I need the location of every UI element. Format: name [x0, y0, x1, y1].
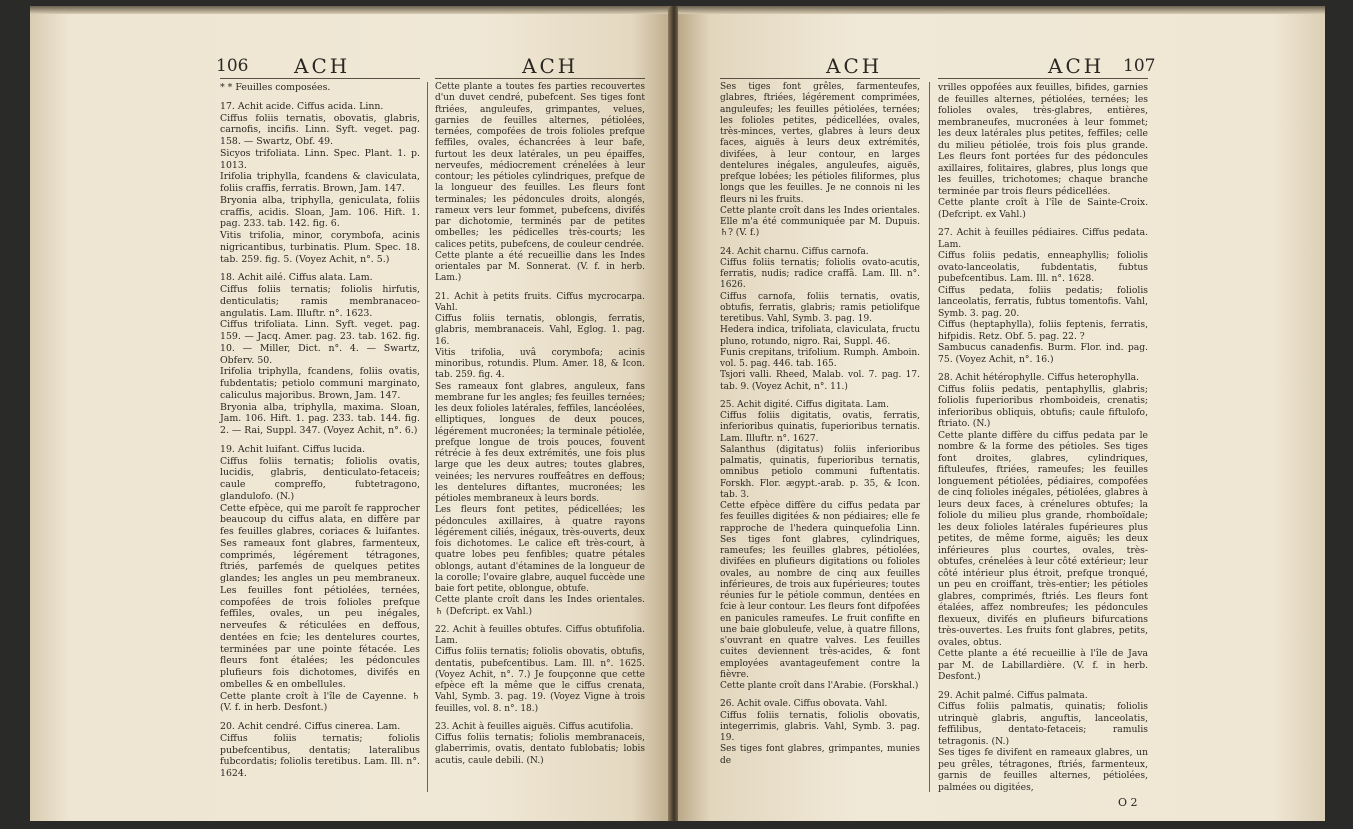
column-rule: [427, 82, 428, 792]
paragraph: Ciffus pedata, foliis pedatis; foliolis lanceolatis, ferratis, fubtus tomentofis. Vahl, Symb. 3. pag. 20.: [938, 284, 1148, 319]
paragraph: Ciffus foliis ternatis, foliolis obovatis, integerrimis, glabris. Vahl, Symb. 3. pag. 19.: [720, 710, 920, 743]
paragraph: Salanthus (digitatus) foliis inferioribus palmatis, quinatis, fuperioribus ternatis, omnibus petiolo communi fuftentatis. Forskh. Flor. ægypt.-arab. p. 35, & Icon. tab. 3.: [720, 444, 920, 500]
paragraph: Ciffus foliis ternatis; foliolis membranaceis, glaberrimis, ovatis, dentato fublobatis; lobis acutis, caule debili. (N.): [435, 733, 645, 766]
right-column-1: [720, 82, 920, 767]
paragraph: Cette plante a toutes fes parties recouvertes d'un duvet cendré, pubefcent. Ses tiges font ftriées, anguleufes, grimpantes, velues, garnies de feuilles alternes, pétiolées, ternées, compofées de trois folioles prefque feffiles, ovales, échancrées à leur bafe, furtout les deux latérales, un peu épaiffes, nerveufes, médiocrement crénelées à leur contour; les pétioles cylindriques, prefque de la longueur des feuilles. Les fleurs font terminales; les pédoncules droits, alongés, rameux vers leur fommet, pubefcens, divifés par dichotomie, terminés par de petites ombelles; les pédicelles très-courts; les calices petits, pubefcens, de couleur cendrée.: [435, 82, 645, 250]
paragraph: Ciffus foliis digitatis, ovatis, ferratis, inferioribus quinatis, fuperioribus ternatis. Lam. Illuftr. n°. 1627.: [720, 411, 920, 444]
paragraph: Les fleurs font petites, pédicellées; les pédoncules axillaires, à quatre rayons légérement ciliés, inégaux, très-ouverts, deux fois dichotomes. Le calice eft très-court, à quatre lobes peu fenfibles; quatre pétales oblongs, autant d'étamines de la longueur de la corolle; l'ovaire glabre, auquel fuccède une baie fort petite, oblongue, obtufe.: [435, 505, 645, 594]
left-column-2: [435, 82, 645, 767]
paragraph: Cette plante a été recueillie dans les Indes orientales par M. Sonnerat. (V. f. in herb. Lam.): [435, 250, 645, 284]
paragraph: 26. Achit ovale. Ciffus obovata. Vahl.: [720, 699, 888, 710]
head-rule: [720, 78, 920, 79]
running-head-center-left: ACH: [522, 54, 579, 78]
right-column-2: [938, 82, 1148, 793]
paragraph: Cette efpèce diffère du ciffus pedata par fes feuilles digitées & non pédiaires; elle fe rapproche de l'hedera quinquefolia Linn. Ses tiges font glabres, cylindriques, rameufes; les feuilles glabres, pétiolées, divifées en plufieurs digitations ou folioles ovales, au nombre de cinq aux feuilles inférieures, de trois aux fupérieures; toutes réunies fur le pétiole commun, dentées en fcie à leur contour. Les fleurs font difpofées en panicules rameufes. Le fruit confifte en une baie globuleufe, velue, à quatre fillons, s'ouvrant en quatre valves. Les feuilles cuites deviennent très-acides, & font employées avantageufement contre la fièvre.: [720, 501, 920, 680]
paragraph: Funis crepitans, trifolium. Rumph. Amboin. vol. 5. pag. 446. tab. 165.: [720, 347, 920, 369]
paragraph: Vitis trifolia, uvâ corymbofa; acinis minoribus, rotundis. Plum. Amer. 18, & Icon. tab. 259. fig. 4.: [435, 347, 645, 381]
paragraph: Ses tiges font glabres, grimpantes, munies de: [720, 744, 920, 766]
paragraph: Ciffus carnofa, foliis ternatis, ovatis, obtufis, ferratis, glabris; ramis petiolifque teretibus. Vahl, Symb. 3. pag. 19.: [720, 291, 920, 324]
paragraph: Cette plante a été recueillie à l'île de Java par M. de Labillardière. (V. f. in herb. Desfont.): [938, 648, 1148, 682]
paragraph: Ciffus foliis ternatis; foliolis obovatis, obtufis, dentatis, pubefcentibus. Lam. Ill. n°. 1625. (Voyez Achit, n°. 7.) Je foupçonne que cette efpèce eft la même que le ciffus crenata, Vahl, Symb. 3. pag. 19. (Voyez Vigne à trois feuilles, vol. 8. n°. 18.): [435, 647, 645, 714]
paragraph: 17. Achit acide. Ciffus acida. Linn.: [220, 100, 384, 112]
paragraph: 22. Achit à feuilles obtufes. Ciffus obtufifolia. Lam.: [435, 624, 645, 646]
paragraph: 28. Achit hétérophylle. Ciffus heterophylla.: [938, 372, 1140, 383]
paragraph: Ciffus foliis ternatis, oblongis, ferratis, glabris, membranaceis. Vahl, Eglog. 1. pag. 16.: [435, 314, 645, 347]
head-rule: [938, 78, 1148, 79]
left-page: [30, 6, 670, 821]
signature-mark: O 2: [1118, 796, 1138, 809]
paragraph: Ses tiges fe divifent en rameaux glabres, un peu grêles, tétragones, ftriés, farmenteux, garnis de feuilles alternes, pétiolées, palmées ou digitées,: [938, 747, 1148, 793]
head-rule: [220, 78, 420, 79]
running-head-center-right: ACH: [826, 54, 883, 78]
page-number-left: 106: [216, 56, 249, 76]
running-head-left: ACH: [294, 54, 351, 78]
paragraph: Bryonia alba, triphylla, maxima. Sloan, Jam. 106. Hift. 1. pag. 233. tab. 144. fig. 2. — Rai, Suppl. 347. (Voyez Achit, n°. 6.): [220, 401, 420, 436]
paragraph: Ciffus foliis ternatis; foliolis ovatis, lucidis, glabris, denticulato-fetaceis; caule compreffo, fubtetragono, glandulofo. (N.): [220, 455, 420, 502]
page-number-right: 107: [1123, 56, 1156, 76]
paragraph: 29. Achit palmé. Ciffus palmata.: [938, 689, 1088, 701]
paragraph: Ses tiges font grêles, farmenteufes, glabres, ftriées, légérement comprimées, anguleufes; les feuilles pétiolées, ternées; les folioles petites, pédicellées, ovales, très-minces, vertes, glabres à leurs deux faces, aiguës à leurs deux extrémités, divifées, à leur contour, en larges dentelures inégales, anguleufes, aiguës, prefque lobées; les pétioles filiformes, plus longs que les feuilles. Je ne connois ni les fleurs ni les fruits.: [720, 82, 920, 205]
paragraph: Ciffus foliis ternatis; foliolis pubefcentibus, dentatis; lateralibus fubcordatis; foliolis teretibus. Lam. Ill. n°. 1624.: [220, 732, 420, 779]
paragraph: 21. Achit à petits fruits. Ciffus mycrocarpa. Vahl.: [435, 291, 645, 313]
paragraph: vrilles oppofées aux feuilles, bifides, garnies de feuilles alternes, pétiolées, ternées; les folioles ovales, très-glabres, entières, membraneufes, mucronées à leur fommet; les deux latérales plus petites, feffiles; celle du milieu pétiolée, trois fois plus grande. Les fleurs font portées fur des pédoncules axillaires, folitaires, glabres, plus longs que les feuilles, trichotomes; chaque branche terminée par trois fleurs pédicellées.: [938, 82, 1148, 197]
right-page: [678, 6, 1325, 821]
left-column-1: [220, 82, 420, 780]
paragraph: Ciffus foliis ternatis; foliolis hirfutis, denticulatis; ramis membranaceo-angulatis. Lam. Illuftr. n°. 1623.: [220, 284, 420, 319]
paragraph: Irifolia triphylla, fcandens & claviculata, foliis craffis, ferratis. Brown, Jam. 147.: [220, 171, 420, 194]
paragraph: 25. Achit digité. Ciffus digitata. Lam.: [720, 399, 889, 410]
paragraph: Cette plante croît dans l'Arabie. (Forskhal.): [720, 681, 919, 691]
paragraph: Cette plante diffère du ciffus pedata par le nombre & la forme des pétioles. Ses tiges font droites, glabres, cylindriques, fiftuleufes, ftriées, rameufes; les feuilles longuement pétiolées, pédiaires, compofées de cinq folioles inégales, pétiolées, glabres à leurs deux faces, à crénelures obtufes; la foliole du milieu plus grande, rhomboïdale; les deux folioles latérales fupérieures plus petites, de même forme, aiguës; les deux inférieures plus courtes, ovales, très-obtufes, crénelées à leur côté extérieur; leur côté intérieur plus étroit, prefque tronqué, un peu en croiffant, très-entier; les pétioles glabres, comprimés, ftriés. Les fleurs font étalées, affez nombreufes; les pédoncules flexueux, divifés en plufieurs bifurcations très-ouvertes. Les fruits font glabres, petits, ovales, obtus.: [938, 429, 1148, 648]
paragraph: Cette plante croît dans les Indes orientales. Elle m'a été communiquée par M. Dupuis. ♄? (V. f.): [720, 205, 920, 239]
paragraph: Bryonia alba, triphylla, geniculata, foliis craffis, acidis. Sloan, Jam. 106. Hift. 1. pag. 233. tab. 142. fig. 6.: [220, 194, 420, 230]
page-edge: [678, 6, 1325, 14]
paragraph: Ciffus foliis ternatis; foliolis ovato-acutis, ferratis, nudis; radice craffâ. Lam. Ill. n°. 1626.: [720, 257, 920, 291]
paragraph: Irifolia triphylla, fcandens, foliis ovatis, fubdentatis; petiolo communi marginato, caliculus majoribus. Brown, Jam. 147.: [220, 366, 420, 401]
paragraph: 27. Achit à feuilles pédiaires. Ciffus pedata. Lam.: [938, 227, 1148, 250]
paragraph: Ses rameaux font glabres, anguleux, fans membrane fur les angles; fes feuilles ternées; les deux folioles latérales, feffiles, lancéolées, elliptiques, longues de deux pouces, légérement mucronées; la terminale pétiolée, prefque longue de trois pouces, fouvent rétrécie à fes deux extrémités, une fois plus large que les deux autres; toutes glabres, veinées; les nervures rouffeâtres en deffous; les dentelures diftantes, mucronées; les pétioles membraneux à leurs bords.: [435, 381, 645, 504]
paragraph: Ciffus foliis pedatis, enneaphyllis; foliolis ovato-lanceolatis, fubdentatis, fubtus pubefcentibus. Lam. Ill. n°. 1628.: [938, 250, 1148, 284]
column-rule: [929, 82, 930, 792]
paragraph: 18. Achit ailé. Ciffus alata. Lam.: [220, 272, 373, 284]
paragraph: Cette plante croît à l'île de Sainte-Croix. (Defcript. ex Vahl.): [938, 197, 1148, 220]
paragraph: Sambucus canadenfis. Burm. Flor. ind. pag. 75. (Voyez Achit, n°. 16.): [938, 342, 1148, 365]
paragraph: Sicyos trifoliata. Linn. Spec. Plant. 1. p. 1013.: [220, 147, 420, 171]
paragraph: Ciffus (heptaphylla), foliis feptenis, ferratis, hifpidis. Retz. Obf. 5. pag. 22. ?: [938, 319, 1148, 342]
paragraph: 19. Achit luifant. Ciffus lucida.: [220, 443, 366, 455]
paragraph: Vitis trifolia, minor, corymbofa, acinis nigricantibus, turbinatis. Plum. Spec. 18. tab. 259. fig. 5. (Voyez Achit, n°. 5.): [220, 230, 420, 265]
paragraph: 20. Achit cendré. Ciffus cinerea. Lam.: [220, 721, 401, 732]
head-rule: [435, 78, 645, 79]
paragraph: 24. Achit charnu. Ciffus carnofa.: [720, 246, 869, 257]
page-edge: [30, 6, 670, 14]
paragraph: Cette plante croît à l'île de Cayenne. ♄ (V. f. in herb. Desfont.): [220, 690, 420, 714]
paragraph: 23. Achit à feuilles aiguës. Ciffus acutifolia.: [435, 721, 634, 732]
running-head-right: ACH: [1048, 54, 1105, 78]
paragraph: Tsjori valli. Rheed, Malab. vol. 7. pag. 17. tab. 9. (Voyez Achit, n°. 11.): [720, 370, 920, 392]
open-book: [30, 6, 1325, 821]
paragraph: Ciffus foliis ternatis, obovatis, glabris, carnofis, incifis. Linn. Syft. veget. pag. 158. — Swartz, Obf. 49.: [220, 112, 420, 147]
paragraph: Cette plante croît dans les Indes orientales. ♄ (Defcript. ex Vahl.): [435, 595, 645, 617]
paragraph: Cette efpèce, qui me paroît fe rapprocher beaucoup du ciffus alata, en diffère par fes feuilles glabres, coriaces & luifantes. Ses rameaux font glabres, farmenteux, comprimés, légérement tétragones, ftriés, parfemés de quelques petites glandes; les angles un peu membraneux. Les feuilles font pétiolées, ternées, compofées de trois folioles prefque feffiles, ovales, un peu inégales, nerveufes & réticulées en deffous, dentées en fcie; les dentelures courtes, terminées par une pointe fétacée. Les fleurs font étalées; les pédoncules plufieurs fois dichotomes, divifés en ombelles & en ombellules.: [220, 502, 420, 690]
paragraph: Hedera indica, trifoliata, claviculata, fructu pluno, rotundo, nigro. Rai, Suppl. 46.: [720, 325, 920, 347]
paragraph: Ciffus trifoliata. Linn. Syft. veget. pag. 159. — Jacq. Amer. pag. 23. tab. 162. fig. 10. — Miller, Dict. n°. 4. — Swartz, Obferv. 50.: [220, 319, 420, 366]
paragraph: Ciffus foliis pedatis, pentaphyllis, glabris; foliolis fuperioribus rhomboideis, crenatis; inferioribus obliquis, obtufis; caule fiftulofo, ftriato. (N.): [938, 383, 1148, 429]
paragraph: * * Feuilles composées.: [220, 82, 331, 93]
paragraph: Ciffus foliis palmatis, quinatis; foliolis utrinquè glabris, anguftis, lanceolatis, feffilibus, dentato-fetaceis; ramulis tetragonis. (N.): [938, 701, 1148, 747]
